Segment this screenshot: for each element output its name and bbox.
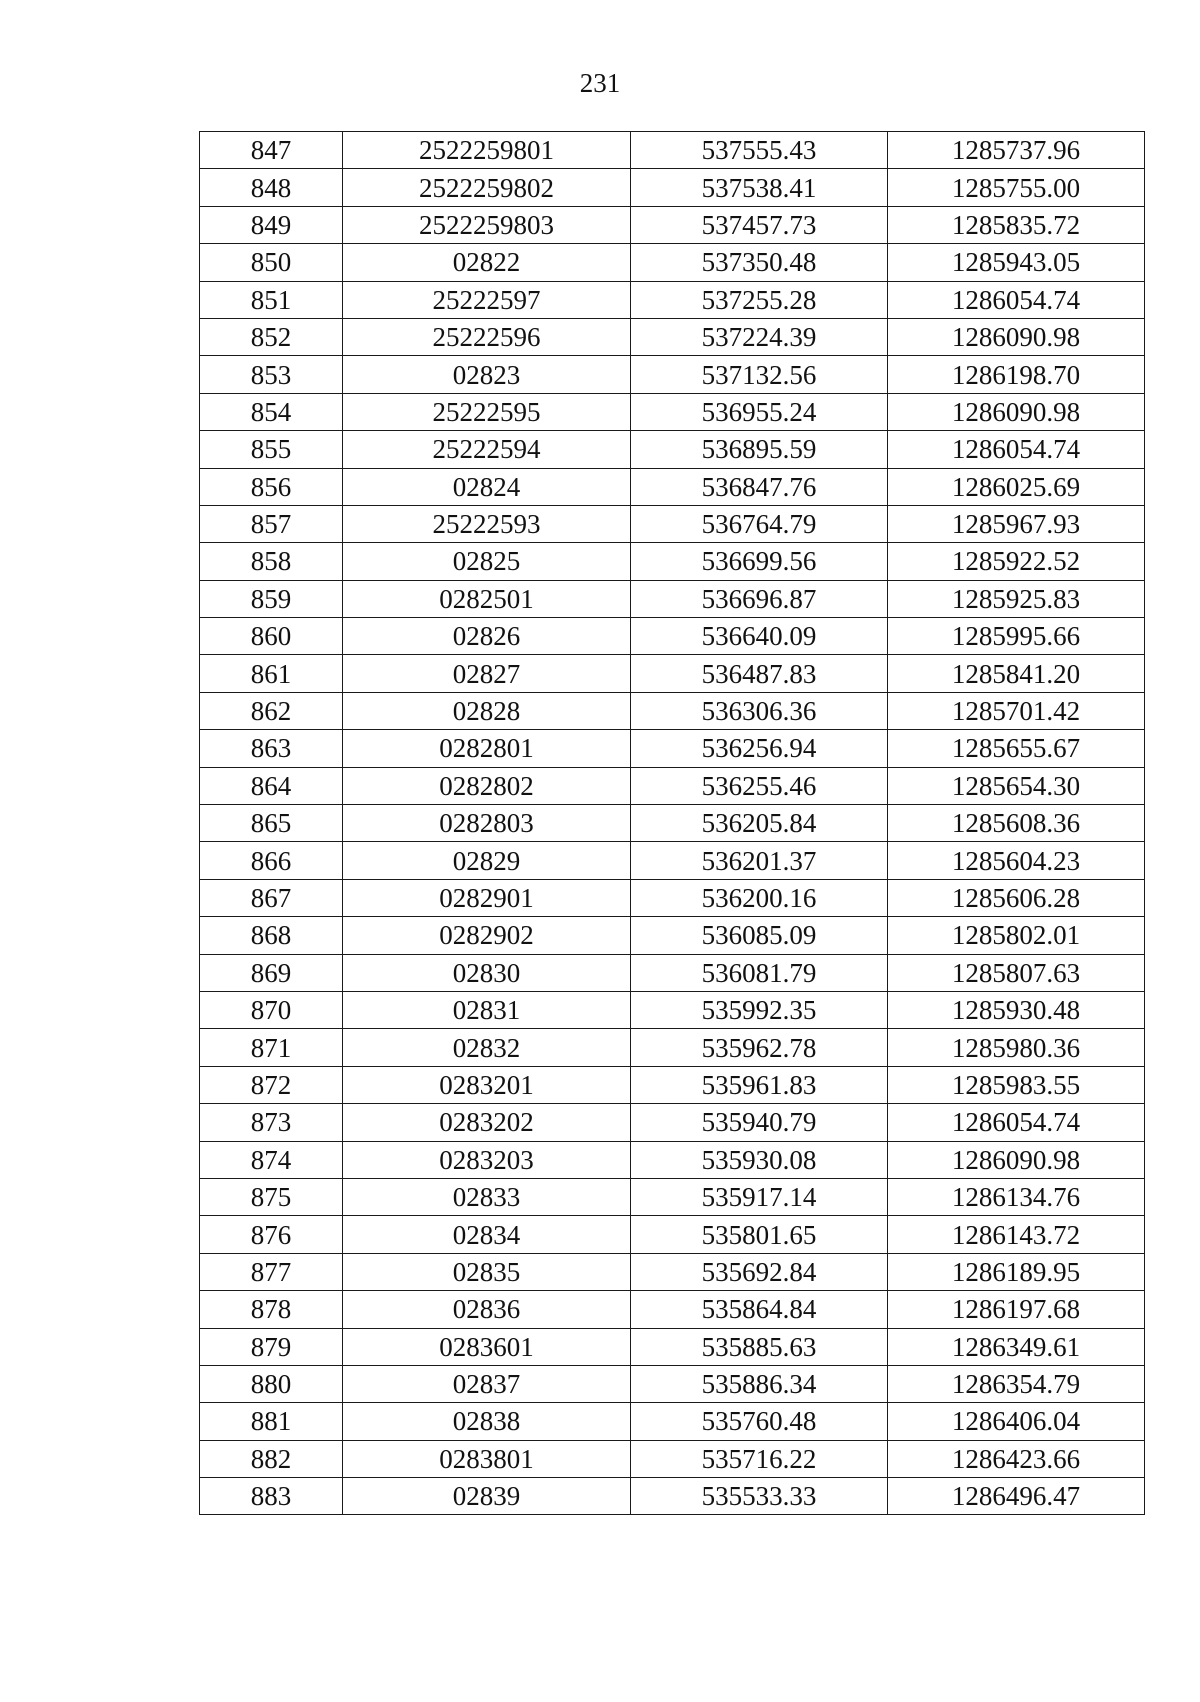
row-number-cell: 861: [200, 655, 343, 692]
y-coordinate-cell: 1286054.74: [888, 431, 1145, 468]
point-id-cell: 0282501: [343, 580, 631, 617]
y-coordinate-cell: 1286423.66: [888, 1440, 1145, 1477]
row-number-cell: 882: [200, 1440, 343, 1477]
x-coordinate-cell: 536081.79: [631, 954, 888, 991]
row-number-cell: 870: [200, 991, 343, 1028]
table-row: [200, 1365, 1145, 1402]
row-number-cell: 867: [200, 879, 343, 916]
table-row: [200, 318, 1145, 355]
table-row: [200, 281, 1145, 318]
table-row: [200, 618, 1145, 655]
x-coordinate-cell: 535760.48: [631, 1403, 888, 1440]
x-coordinate-cell: 536699.56: [631, 543, 888, 580]
table-row: [200, 842, 1145, 879]
x-coordinate-cell: 537350.48: [631, 244, 888, 281]
point-id-cell: 02836: [343, 1291, 631, 1328]
point-id-cell: 02834: [343, 1216, 631, 1253]
row-number-cell: 862: [200, 692, 343, 729]
point-id-cell: 02835: [343, 1253, 631, 1290]
row-number-cell: 875: [200, 1178, 343, 1215]
y-coordinate-cell: 1285841.20: [888, 655, 1145, 692]
y-coordinate-cell: 1285930.48: [888, 991, 1145, 1028]
point-id-cell: 0283201: [343, 1066, 631, 1103]
y-coordinate-cell: 1286143.72: [888, 1216, 1145, 1253]
point-id-cell: 02830: [343, 954, 631, 991]
table-row: [200, 169, 1145, 206]
table-row: [200, 1403, 1145, 1440]
row-number-cell: 874: [200, 1141, 343, 1178]
point-id-cell: 02827: [343, 655, 631, 692]
table-row: [200, 132, 1145, 169]
point-id-cell: 02832: [343, 1029, 631, 1066]
x-coordinate-cell: 535886.34: [631, 1365, 888, 1402]
y-coordinate-cell: 1286496.47: [888, 1478, 1145, 1515]
y-coordinate-cell: 1285980.36: [888, 1029, 1145, 1066]
y-coordinate-cell: 1286198.70: [888, 356, 1145, 393]
y-coordinate-cell: 1285604.23: [888, 842, 1145, 879]
x-coordinate-cell: 536487.83: [631, 655, 888, 692]
x-coordinate-cell: 536085.09: [631, 917, 888, 954]
point-id-cell: 25222595: [343, 393, 631, 430]
point-id-cell: 02831: [343, 991, 631, 1028]
row-number-cell: 854: [200, 393, 343, 430]
table-row: [200, 1141, 1145, 1178]
point-id-cell: 02825: [343, 543, 631, 580]
point-id-cell: 0282803: [343, 805, 631, 842]
point-id-cell: 0283203: [343, 1141, 631, 1178]
x-coordinate-cell: 535992.35: [631, 991, 888, 1028]
point-id-cell: 02829: [343, 842, 631, 879]
row-number-cell: 856: [200, 468, 343, 505]
point-id-cell: 02839: [343, 1478, 631, 1515]
y-coordinate-cell: 1286197.68: [888, 1291, 1145, 1328]
x-coordinate-cell: 535864.84: [631, 1291, 888, 1328]
point-id-cell: 25222596: [343, 318, 631, 355]
point-id-cell: 0282801: [343, 730, 631, 767]
table-row: [200, 730, 1145, 767]
y-coordinate-cell: 1285606.28: [888, 879, 1145, 916]
x-coordinate-cell: 535962.78: [631, 1029, 888, 1066]
table-row: [200, 1253, 1145, 1290]
y-coordinate-cell: 1286349.61: [888, 1328, 1145, 1365]
row-number-cell: 876: [200, 1216, 343, 1253]
point-id-cell: 0283202: [343, 1104, 631, 1141]
row-number-cell: 877: [200, 1253, 343, 1290]
x-coordinate-cell: 537538.41: [631, 169, 888, 206]
row-number-cell: 853: [200, 356, 343, 393]
row-number-cell: 857: [200, 505, 343, 542]
row-number-cell: 860: [200, 618, 343, 655]
table-row: [200, 543, 1145, 580]
y-coordinate-cell: 1285737.96: [888, 132, 1145, 169]
y-coordinate-cell: 1286090.98: [888, 393, 1145, 430]
row-number-cell: 859: [200, 580, 343, 617]
point-id-cell: 0282901: [343, 879, 631, 916]
table-row: [200, 692, 1145, 729]
row-number-cell: 849: [200, 206, 343, 243]
point-id-cell: 02822: [343, 244, 631, 281]
row-number-cell: 847: [200, 132, 343, 169]
point-id-cell: 0283601: [343, 1328, 631, 1365]
x-coordinate-cell: 535533.33: [631, 1478, 888, 1515]
row-number-cell: 858: [200, 543, 343, 580]
x-coordinate-cell: 536205.84: [631, 805, 888, 842]
table-row: [200, 356, 1145, 393]
row-number-cell: 883: [200, 1478, 343, 1515]
point-id-cell: 25222594: [343, 431, 631, 468]
x-coordinate-cell: 536306.36: [631, 692, 888, 729]
x-coordinate-cell: 536255.46: [631, 767, 888, 804]
y-coordinate-cell: 1285835.72: [888, 206, 1145, 243]
table-row: [200, 505, 1145, 542]
y-coordinate-cell: 1285925.83: [888, 580, 1145, 617]
coordinates-table: [199, 131, 1145, 1515]
point-id-cell: 0282902: [343, 917, 631, 954]
point-id-cell: 02824: [343, 468, 631, 505]
y-coordinate-cell: 1285995.66: [888, 618, 1145, 655]
row-number-cell: 852: [200, 318, 343, 355]
x-coordinate-cell: 536256.94: [631, 730, 888, 767]
y-coordinate-cell: 1286189.95: [888, 1253, 1145, 1290]
y-coordinate-cell: 1285701.42: [888, 692, 1145, 729]
x-coordinate-cell: 536955.24: [631, 393, 888, 430]
row-number-cell: 848: [200, 169, 343, 206]
point-id-cell: 2522259803: [343, 206, 631, 243]
table-row: [200, 393, 1145, 430]
y-coordinate-cell: 1286354.79: [888, 1365, 1145, 1402]
x-coordinate-cell: 535940.79: [631, 1104, 888, 1141]
y-coordinate-cell: 1285802.01: [888, 917, 1145, 954]
point-id-cell: 02823: [343, 356, 631, 393]
x-coordinate-cell: 536696.87: [631, 580, 888, 617]
point-id-cell: 2522259801: [343, 132, 631, 169]
y-coordinate-cell: 1285655.67: [888, 730, 1145, 767]
y-coordinate-cell: 1285943.05: [888, 244, 1145, 281]
x-coordinate-cell: 535692.84: [631, 1253, 888, 1290]
row-number-cell: 864: [200, 767, 343, 804]
x-coordinate-cell: 537255.28: [631, 281, 888, 318]
table-row: [200, 991, 1145, 1028]
y-coordinate-cell: 1286054.74: [888, 281, 1145, 318]
table-row: [200, 206, 1145, 243]
y-coordinate-cell: 1285608.36: [888, 805, 1145, 842]
row-number-cell: 863: [200, 730, 343, 767]
table-row: [200, 879, 1145, 916]
table-row: [200, 580, 1145, 617]
x-coordinate-cell: 537555.43: [631, 132, 888, 169]
row-number-cell: 879: [200, 1328, 343, 1365]
x-coordinate-cell: 536764.79: [631, 505, 888, 542]
table-row: [200, 1216, 1145, 1253]
point-id-cell: 2522259802: [343, 169, 631, 206]
y-coordinate-cell: 1286090.98: [888, 1141, 1145, 1178]
table-row: [200, 1328, 1145, 1365]
x-coordinate-cell: 536895.59: [631, 431, 888, 468]
x-coordinate-cell: 535961.83: [631, 1066, 888, 1103]
row-number-cell: 871: [200, 1029, 343, 1066]
table-row: [200, 1029, 1145, 1066]
point-id-cell: 02837: [343, 1365, 631, 1402]
y-coordinate-cell: 1285922.52: [888, 543, 1145, 580]
x-coordinate-cell: 535917.14: [631, 1178, 888, 1215]
table-row: [200, 1178, 1145, 1215]
x-coordinate-cell: 535716.22: [631, 1440, 888, 1477]
point-id-cell: 25222597: [343, 281, 631, 318]
table-row: [200, 1291, 1145, 1328]
row-number-cell: 850: [200, 244, 343, 281]
point-id-cell: 02826: [343, 618, 631, 655]
point-id-cell: 25222593: [343, 505, 631, 542]
row-number-cell: 866: [200, 842, 343, 879]
y-coordinate-cell: 1286134.76: [888, 1178, 1145, 1215]
y-coordinate-cell: 1285654.30: [888, 767, 1145, 804]
row-number-cell: 855: [200, 431, 343, 468]
page-number: 231: [579, 68, 621, 98]
row-number-cell: 881: [200, 1403, 343, 1440]
x-coordinate-cell: 535930.08: [631, 1141, 888, 1178]
row-number-cell: 868: [200, 917, 343, 954]
y-coordinate-cell: 1286406.04: [888, 1403, 1145, 1440]
table-row: [200, 655, 1145, 692]
row-number-cell: 872: [200, 1066, 343, 1103]
point-id-cell: 02828: [343, 692, 631, 729]
row-number-cell: 869: [200, 954, 343, 991]
row-number-cell: 851: [200, 281, 343, 318]
table-row: [200, 1066, 1145, 1103]
x-coordinate-cell: 537224.39: [631, 318, 888, 355]
table-row: [200, 805, 1145, 842]
table-row: [200, 244, 1145, 281]
point-id-cell: 02833: [343, 1178, 631, 1215]
table-body: [200, 132, 1145, 1515]
table-row: [200, 1478, 1145, 1515]
x-coordinate-cell: 537132.56: [631, 356, 888, 393]
x-coordinate-cell: 536201.37: [631, 842, 888, 879]
point-id-cell: 02838: [343, 1403, 631, 1440]
row-number-cell: 880: [200, 1365, 343, 1402]
point-id-cell: 0282802: [343, 767, 631, 804]
point-id-cell: 0283801: [343, 1440, 631, 1477]
row-number-cell: 878: [200, 1291, 343, 1328]
y-coordinate-cell: 1285967.93: [888, 505, 1145, 542]
x-coordinate-cell: 535885.63: [631, 1328, 888, 1365]
y-coordinate-cell: 1286090.98: [888, 318, 1145, 355]
y-coordinate-cell: 1285755.00: [888, 169, 1145, 206]
y-coordinate-cell: 1286025.69: [888, 468, 1145, 505]
table-row: [200, 917, 1145, 954]
table-row: [200, 1104, 1145, 1141]
table-row: [200, 767, 1145, 804]
row-number-cell: 865: [200, 805, 343, 842]
x-coordinate-cell: 535801.65: [631, 1216, 888, 1253]
y-coordinate-cell: 1285807.63: [888, 954, 1145, 991]
y-coordinate-cell: 1286054.74: [888, 1104, 1145, 1141]
x-coordinate-cell: 536847.76: [631, 468, 888, 505]
x-coordinate-cell: 536640.09: [631, 618, 888, 655]
table-row: [200, 431, 1145, 468]
x-coordinate-cell: 536200.16: [631, 879, 888, 916]
y-coordinate-cell: 1285983.55: [888, 1066, 1145, 1103]
table-row: [200, 954, 1145, 991]
row-number-cell: 873: [200, 1104, 343, 1141]
table-row: [200, 468, 1145, 505]
x-coordinate-cell: 537457.73: [631, 206, 888, 243]
table-row: [200, 1440, 1145, 1477]
